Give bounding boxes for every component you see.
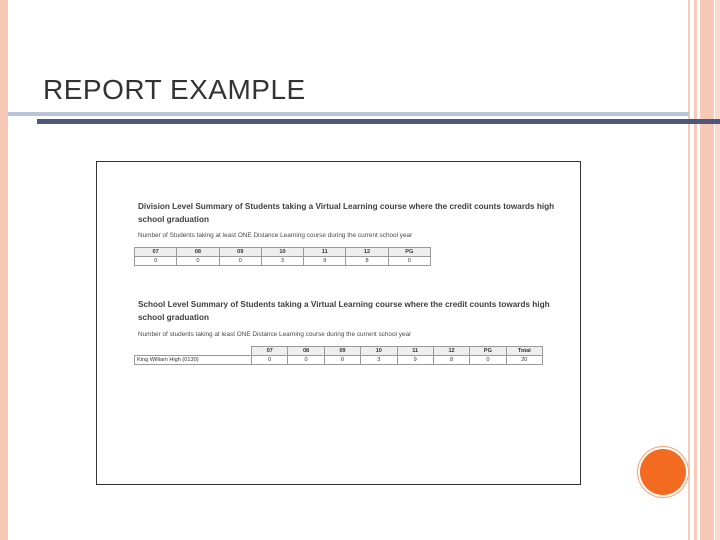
column-header: 11: [304, 248, 346, 257]
table-cell: 0: [288, 356, 324, 365]
table-cell: 8: [433, 356, 469, 365]
school-heading-line1: School Level Summary of Students taking a Virtual Learning course where the credit counts towards high: [138, 300, 550, 309]
column-header: 09: [219, 248, 261, 257]
table-cell: 3: [261, 257, 303, 266]
school-name-cell: King William High (0130): [135, 356, 252, 365]
column-header: 08: [177, 248, 219, 257]
title-underline-light: [8, 112, 689, 116]
table-cell: 0: [219, 257, 261, 266]
report-screenshot: [96, 161, 581, 485]
column-header: 10: [361, 347, 397, 356]
column-header: 08: [288, 347, 324, 356]
orange-circle-ornament: [640, 449, 686, 495]
division-subheading: Number of Students taking at least ONE Distance Learning course during the current school year: [138, 232, 413, 239]
column-header: 12: [346, 248, 388, 257]
school-value-row: [135, 356, 543, 365]
school-header-row: [135, 347, 543, 356]
column-header: PG: [470, 347, 506, 356]
division-summary-table: [134, 247, 431, 266]
column-header: Total: [506, 347, 542, 356]
table-cell: 0: [177, 257, 219, 266]
table-cell: 0: [388, 257, 430, 266]
title-underline-dark: [37, 119, 720, 124]
table-cell: 0: [135, 257, 177, 266]
division-header-row: [135, 248, 431, 257]
column-header: PG: [388, 248, 430, 257]
column-header: 07: [252, 347, 288, 356]
slide-title: REPORT EXAMPLE: [43, 74, 306, 105]
column-header: 07: [135, 248, 177, 257]
column-header: 10: [261, 248, 303, 257]
right-decorative-stripe: [688, 0, 690, 540]
table-cell: 9: [304, 257, 346, 266]
school-heading-line2: school graduation: [138, 312, 209, 322]
table-cell: 9: [397, 356, 433, 365]
school-summary-table: [134, 346, 543, 365]
division-value-row: [135, 257, 431, 266]
table-cell: 20: [506, 356, 542, 365]
division-heading: [138, 201, 554, 226]
column-header: 11: [397, 347, 433, 356]
school-heading: [138, 299, 550, 324]
right-decorative-band: [700, 0, 714, 540]
table-cell: 3: [361, 356, 397, 365]
left-decorative-band: [0, 0, 8, 540]
table-cell: 0: [252, 356, 288, 365]
school-subheading: Number of students taking at least ONE Distance Learning course during the current school year: [138, 331, 412, 338]
table-cell: 0: [470, 356, 506, 365]
column-header: 09: [324, 347, 360, 356]
column-header: 12: [433, 347, 469, 356]
table-cell: 8: [346, 257, 388, 266]
table-cell: 0: [324, 356, 360, 365]
division-heading-line1: Division Level Summary of Students taking a Virtual Learning course where the credit counts towards high: [138, 202, 555, 211]
blank-header-cell: [135, 347, 252, 356]
right-decorative-edge: [715, 0, 720, 540]
right-decorative-stripe: [694, 0, 697, 540]
division-heading-line2: school graduation: [138, 214, 209, 224]
